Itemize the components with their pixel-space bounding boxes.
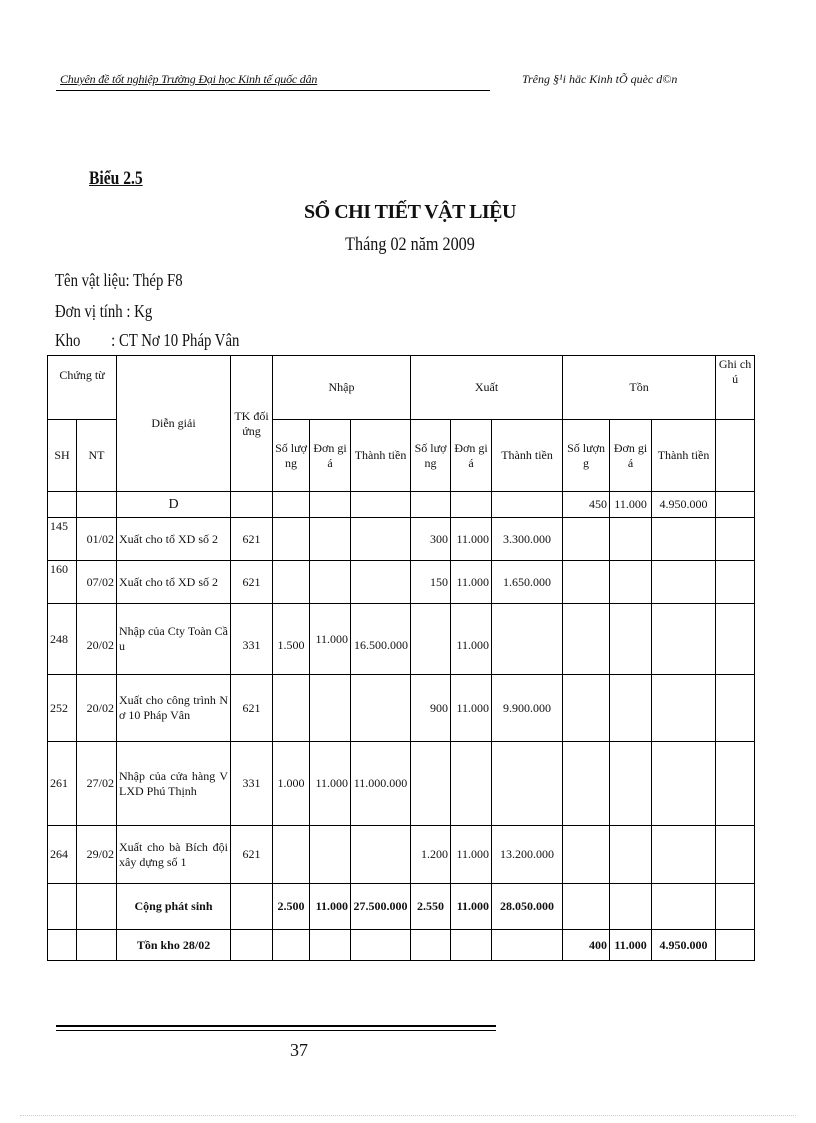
row-xuat-don-gia: 11.000 xyxy=(451,518,492,561)
total-row xyxy=(48,884,755,930)
row-tk: 621 xyxy=(231,561,273,604)
row-xuat-so-luong: 150 xyxy=(411,561,451,604)
form-label: Biểu 2.5 xyxy=(89,168,143,189)
row-desc: Nhập của Cty Toàn Cầu xyxy=(117,604,231,675)
row-xuat-don-gia: 11.000 xyxy=(451,561,492,604)
header-nhap-thanh-tien: Thành tiền xyxy=(351,420,411,492)
header-ton-don-gia: Đơn giá xyxy=(610,420,652,492)
row-xuat-thanh-tien: 9.900.000 xyxy=(492,675,563,742)
row-xuat-so-luong xyxy=(411,604,451,675)
unit-label: Đơn vị tính : xyxy=(55,301,131,321)
row-nhap-so-luong xyxy=(273,826,310,884)
opening-ton-so-luong: 450 xyxy=(563,492,610,518)
header-chung-tu: Chứng từ xyxy=(48,356,117,420)
header-ghi-chu-sub xyxy=(716,420,755,492)
unit-value: Kg xyxy=(134,301,153,321)
row-desc: Nhập của cửa hàng VLXD Phú Thịnh xyxy=(117,742,231,826)
row-xuat-so-luong: 300 xyxy=(411,518,451,561)
row-nhap-thanh-tien xyxy=(351,561,411,604)
page-edge-dotted-line xyxy=(20,1115,796,1116)
header-xuat: Xuất xyxy=(411,356,563,420)
row-nhap-thanh-tien xyxy=(351,826,411,884)
row-sh: 248 xyxy=(48,604,77,675)
row-xuat-don-gia: 11.000 xyxy=(451,675,492,742)
total-xuat-so-luong: 2.550 xyxy=(411,884,451,930)
table-row xyxy=(48,604,755,675)
row-sh: 160 xyxy=(48,561,77,604)
row-sh: 145 xyxy=(48,518,77,561)
total-xuat-don-gia: 11.000 xyxy=(451,884,492,930)
document-period: Tháng 02 năm 2009 xyxy=(345,234,475,255)
row-xuat-so-luong xyxy=(411,742,451,826)
row-nhap-don-gia: 11.000 xyxy=(310,742,351,826)
warehouse-label: Kho xyxy=(55,330,81,350)
row-nt: 27/02 xyxy=(77,742,117,826)
header-ton-so-luong: Số lượng xyxy=(563,420,610,492)
footer-rule-thick xyxy=(56,1025,496,1027)
running-header-left: Chuyên đề tốt nghiệp Trường Đại học Kinh tế quốc dân xyxy=(60,72,318,86)
total-xuat-thanh-tien: 28.050.000 xyxy=(492,884,563,930)
total-nhap-don-gia: 11.000 xyxy=(310,884,351,930)
row-nhap-don-gia xyxy=(310,675,351,742)
header-xuat-don-gia: Đơn giá xyxy=(451,420,492,492)
row-nhap-don-gia xyxy=(310,518,351,561)
header-nhap-don-gia: Đơn giá xyxy=(310,420,351,492)
row-nhap-so-luong: 1.500 xyxy=(273,604,310,675)
total-nhap-thanh-tien: 27.500.000 xyxy=(351,884,411,930)
document-title: SỔ CHI TIẾT VẬT LIỆU xyxy=(304,201,516,223)
closing-label: Tồn kho 28/02 xyxy=(117,930,231,961)
running-header-right: Trêng §¹i häc Kinh tÕ quèc d©n xyxy=(522,72,678,86)
row-nhap-thanh-tien xyxy=(351,518,411,561)
row-xuat-thanh-tien xyxy=(492,604,563,675)
row-tk: 621 xyxy=(231,675,273,742)
row-sh: 261 xyxy=(48,742,77,826)
row-nt: 07/02 xyxy=(77,561,117,604)
opening-label: D xyxy=(117,492,231,518)
row-xuat-thanh-tien: 1.650.000 xyxy=(492,561,563,604)
table-row xyxy=(48,518,755,561)
table-row xyxy=(48,826,755,884)
row-xuat-don-gia xyxy=(451,742,492,826)
row-tk: 621 xyxy=(231,518,273,561)
page-number: 37 xyxy=(290,1040,308,1060)
row-nhap-so-luong xyxy=(273,518,310,561)
row-tk: 331 xyxy=(231,742,273,826)
row-desc: Xuất cho công trình Nơ 10 Pháp Vân xyxy=(117,675,231,742)
info-material xyxy=(55,270,183,291)
row-nhap-don-gia xyxy=(310,826,351,884)
material-label: Tên vật liệu: xyxy=(55,270,130,290)
row-desc: Xuất cho tổ XD số 2 xyxy=(117,561,231,604)
header-rule xyxy=(56,90,490,91)
header-ton-thanh-tien: Thành tiền xyxy=(652,420,716,492)
footer-rule-thin xyxy=(56,1030,496,1031)
warehouse-value: : CT Nơ 10 Pháp Vân xyxy=(111,330,240,350)
row-nhap-don-gia xyxy=(310,561,351,604)
row-nhap-so-luong: 1.000 xyxy=(273,742,310,826)
row-nhap-thanh-tien: 11.000.000 xyxy=(351,742,411,826)
table-row xyxy=(48,675,755,742)
row-nt: 01/02 xyxy=(77,518,117,561)
header-ton: Tồn xyxy=(563,356,716,420)
row-nhap-don-gia: 11.000 xyxy=(310,604,351,675)
row-tk: 621 xyxy=(231,826,273,884)
row-nhap-thanh-tien xyxy=(351,675,411,742)
row-sh: 264 xyxy=(48,826,77,884)
opening-ton-thanh-tien: 4.950.000 xyxy=(652,492,716,518)
row-nt: 20/02 xyxy=(77,604,117,675)
row-xuat-don-gia: 11.000 xyxy=(451,604,492,675)
info-unit xyxy=(55,301,152,322)
row-nhap-thanh-tien: 16.500.000 xyxy=(351,604,411,675)
header-sh: SH xyxy=(48,420,77,492)
row-xuat-so-luong: 1.200 xyxy=(411,826,451,884)
row-nt: 29/02 xyxy=(77,826,117,884)
header-nhap: Nhập xyxy=(273,356,411,420)
table-row xyxy=(48,742,755,826)
row-xuat-so-luong: 900 xyxy=(411,675,451,742)
opening-ton-don-gia: 11.000 xyxy=(610,492,652,518)
header-nt: NT xyxy=(77,420,117,492)
row-xuat-thanh-tien: 13.200.000 xyxy=(492,826,563,884)
row-nhap-so-luong xyxy=(273,561,310,604)
header-xuat-so-luong: Số lượng xyxy=(411,420,451,492)
row-xuat-thanh-tien: 3.300.000 xyxy=(492,518,563,561)
total-label: Cộng phát sinh xyxy=(117,884,231,930)
closing-balance-row xyxy=(48,930,755,961)
opening-balance-row xyxy=(48,492,755,518)
row-xuat-thanh-tien xyxy=(492,742,563,826)
header-dien-giai: Diễn giải xyxy=(117,356,231,492)
header-ghi-chu: Ghi chú xyxy=(716,356,755,420)
total-nhap-so-luong: 2.500 xyxy=(273,884,310,930)
header-xuat-thanh-tien: Thành tiền xyxy=(492,420,563,492)
closing-ton-so-luong: 400 xyxy=(563,930,610,961)
row-desc: Xuất cho tổ XD số 2 xyxy=(117,518,231,561)
header-nhap-so-luong: Số lượng xyxy=(273,420,310,492)
info-warehouse xyxy=(55,330,239,351)
material-ledger-table xyxy=(47,355,755,961)
row-xuat-don-gia: 11.000 xyxy=(451,826,492,884)
closing-ton-don-gia: 11.000 xyxy=(610,930,652,961)
row-sh: 252 xyxy=(48,675,77,742)
row-nt: 20/02 xyxy=(77,675,117,742)
row-tk: 331 xyxy=(231,604,273,675)
material-value: Thép F8 xyxy=(133,270,183,290)
closing-ton-thanh-tien: 4.950.000 xyxy=(652,930,716,961)
header-tk-doi-ung: TK đối ứng xyxy=(231,356,273,492)
row-desc: Xuất cho bà Bích đội xây dựng số 1 xyxy=(117,826,231,884)
table-row xyxy=(48,561,755,604)
row-nhap-so-luong xyxy=(273,675,310,742)
